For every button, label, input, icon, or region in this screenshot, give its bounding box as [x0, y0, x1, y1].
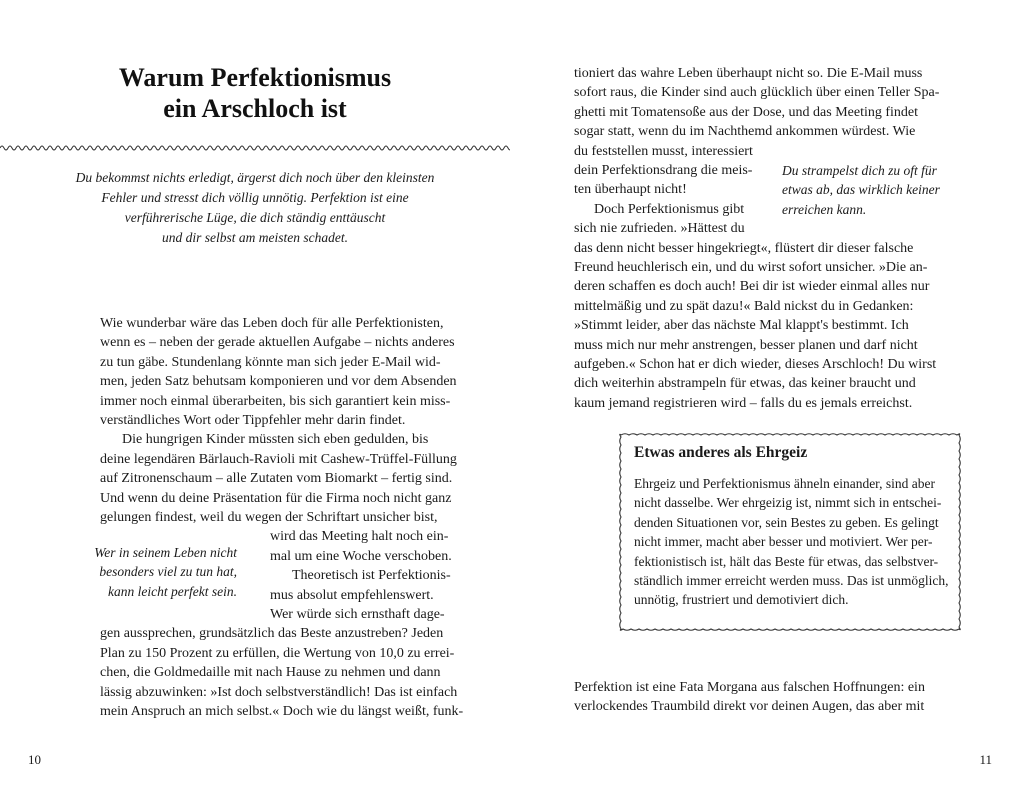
wavy-divider [0, 142, 510, 154]
body-line: Theoretisch ist Perfektionis- [292, 568, 451, 584]
body-line: Wie wunderbar wäre das Leben doch für alle Perfektionisten, [100, 316, 444, 331]
body-line: das denn nicht besser hingekriegt«, flüstert dir dieser falsche [574, 240, 914, 256]
body-line: deine legendären Bärlauch-Ravioli mit Cashew-Trüffel-Füllung [100, 451, 457, 467]
margin-quote-line: besonders viel zu tun hat, [99, 564, 237, 580]
body-line: du feststellen musst, interessiert [574, 143, 753, 159]
info-box [618, 432, 962, 632]
info-box-line: denden Situationen vor, sein Bestes zu geben. Es gelingt [634, 514, 939, 530]
closing-line: verlockendes Traumbild direkt vor deinen Augen, das aber mit [574, 699, 925, 715]
body-line: wird das Meeting halt noch ein- [270, 529, 449, 545]
chapter-title [60, 62, 450, 124]
closing-line: Perfektion ist eine Fata Morgana aus falschen Hoffnungen: ein [574, 680, 925, 695]
body-line: sofort raus, die Kinder sind auch glücklich über einen Teller Spa- [574, 85, 940, 101]
page-number: 11 [979, 752, 992, 767]
margin-quote-line: Du strampelst dich zu oft für [782, 163, 937, 178]
body-line: sogar statt, wenn du im Nachthemd ankommen würdest. Wie [574, 124, 916, 140]
body-line: verständliches Wort oder Tippfehler mehr darin findet. [100, 413, 406, 428]
margin-quote-line: kann leicht perfekt sein. [108, 583, 237, 599]
chapter-intro [60, 168, 450, 248]
body-line: Doch Perfektionismus gibt [594, 201, 745, 217]
right-page [510, 0, 1020, 793]
info-box-line: Ehrgeiz und Perfektionismus ähneln einander, sind aber [634, 476, 936, 491]
body-line: ten überhaupt nicht! [574, 182, 687, 198]
body-line: Wer würde sich ernsthaft dage- [270, 607, 445, 622]
info-box-title: Etwas anderes als Ehrgeiz [634, 444, 808, 461]
page-number: 10 [28, 752, 41, 767]
body-line: immer noch einmal überarbeiten, bis sich garantiert kein miss- [100, 393, 451, 409]
info-box-line: nicht immer, macht aber besser und motiviert. Wer per- [634, 534, 933, 550]
body-line: mal um eine Woche verschoben. [270, 548, 452, 564]
chapter-title-line-1: Warum Perfektionismus [118, 63, 392, 92]
chapter-title-line-2: ein Arschloch ist [163, 94, 347, 123]
body-line: deren schaffen es doch auch! Bei dir ist wieder einmal alles nur [574, 279, 930, 295]
body-line: men, jeden Satz behutsam komponieren und vor dem Absenden [100, 374, 457, 390]
margin-quote-line: erreichen kann. [782, 201, 867, 217]
body-line: mittelmäßig und zu spät dazu!« Bald nickst du in Gedanken: [574, 298, 914, 314]
info-box-line: unnötig, frustriert und demotiviert dich. [634, 592, 849, 608]
intro-line: verführerische Lüge, die dich ständig enttäuscht [124, 210, 386, 225]
body-line: Die hungrigen Kinder müssten sich eben gedulden, bis [122, 432, 429, 448]
info-box-line: nicht dasselbe. Wer ehrgeizig ist, nimmt sich in entschei- [634, 495, 942, 511]
info-box-line: fektionistisch ist, hält das Beste für etwas, das selbstver- [634, 553, 939, 569]
body-line: aufgeben.« Schon hat er dich wieder, dieses Arschloch! Du wirst [574, 357, 937, 372]
body-line: mein Anspruch an mich selbst.« Doch wie du längst weißt, funk- [100, 704, 464, 719]
intro-line: und dir selbst am meisten schadet. [162, 230, 348, 245]
body-line: Und wenn du deine Präsentation für die Firma noch nicht ganz [100, 490, 452, 506]
body-line: gelungen findest, weil du wegen der Schriftart unsicher bist, [100, 510, 438, 525]
body-line: dein Perfektionsdrang die meis- [574, 163, 753, 178]
body-line: chen, die Goldmedaille mit nach Hause zu nehmen und dann [100, 665, 441, 681]
margin-quote-line: Wer in seinem Leben nicht [94, 545, 237, 560]
body-line: kaum jemand registrieren wird – falls du es jemals erreichst. [574, 395, 913, 411]
body-line: gen aussprechen, grundsätzlich das Beste anzustreben? Jeden [100, 626, 444, 642]
body-line: Freund heuchlerisch ein, und du wirst sofort unsicher. »Die an- [574, 260, 928, 275]
body-line: ghetti mit Tomatensoße aus der Dose, und das Meeting findet [574, 104, 919, 120]
body-line: zu tun gäbe. Stundenlang könnte man sich jeder E-Mail wid- [100, 354, 441, 370]
body-line: sich nie zufrieden. »Hättest du [574, 221, 745, 237]
body-line: tioniert das wahre Leben überhaupt nicht so. Die E-Mail muss [574, 66, 923, 81]
body-line: Plan zu 150 Prozent zu erfüllen, die Wertung von 10,0 zu errei- [100, 645, 455, 661]
body-line: lässig abzuwinken: »Ist doch selbstverständlich! Das ist einfach [100, 684, 458, 700]
body-line: wenn es – neben der gerade aktuellen Aufgabe – nichts anderes [100, 335, 455, 351]
margin-quote-line: etwas ab, das wirklich keiner [782, 182, 940, 198]
body-line: dich weiterhin abstrampeln für etwas, das keiner braucht und [574, 376, 916, 392]
body-line: muss mich nur mehr anstrengen, besser planen und darf nicht [574, 337, 918, 353]
body-line: auf Zitronenschaum – alle Zutaten vom Biomarkt – fertig sind. [100, 471, 453, 487]
intro-line: Du bekommst nichts erledigt, ärgerst dich noch über den kleinsten [75, 170, 435, 185]
info-box-line: ständlich immer erreicht werden muss. Das ist unmöglich, [634, 573, 949, 588]
body-line: »Stimmt leider, aber das nächste Mal klappt's bestimmt. Ich [574, 318, 909, 334]
body-line: mus absolut empfehlenswert. [270, 587, 434, 603]
intro-line: Fehler und stresst dich völlig unnötig. Perfektion ist eine [101, 190, 409, 205]
